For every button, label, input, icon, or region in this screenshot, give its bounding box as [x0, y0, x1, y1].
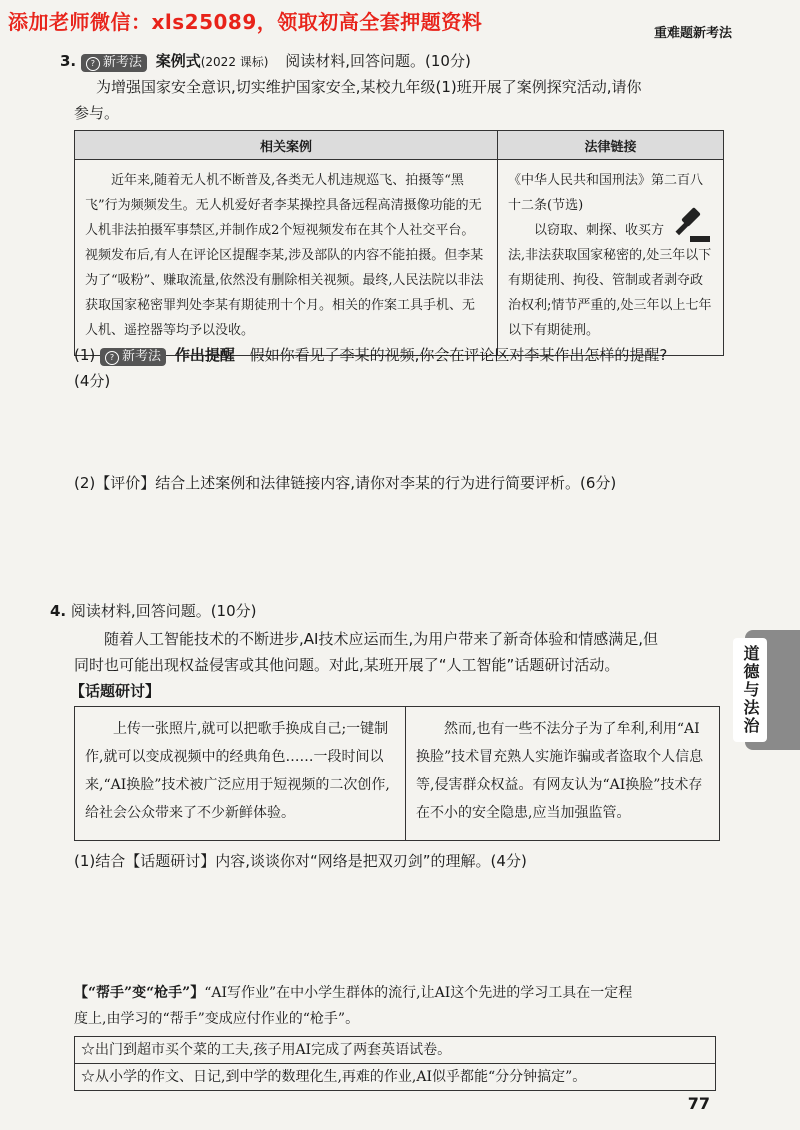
- q4-sub1-text: (1)结合【话题研讨】内容,谈谈你对“网络是把双刃剑”的理解。(4分): [74, 852, 527, 870]
- q3-instruction: 阅读材料,回答问题。(10分): [285, 52, 471, 70]
- table-header-law: 法律链接: [498, 131, 724, 160]
- q3-intro-2: 参与。: [74, 104, 120, 122]
- q4-helper-text-2: 度上,由学习的“帮手”变成应付作业的“枪手”。: [74, 1011, 360, 1027]
- q3-title-line: [60, 48, 471, 75]
- q4-topic-table: [74, 706, 720, 841]
- topic-right-text: 然而,也有一些不法分子为了牟利,利用“AI换脸”技术冒充熟人实施诈骗或者盗取个人信息等,侵害群众权益。有网友认为“AI换脸”技术存在不小的安全隐患,应当加强监管。: [406, 707, 720, 841]
- example-item-2: ☆从小学的作文、日记,到中学的数理化生,再难的作业,AI似乎都能“分分钟搞定”。: [74, 1064, 716, 1091]
- topic-left-text: 上传一张照片,就可以把歌手换成自己;一键制作,就可以变成视频中的经典角色……一段时间以来,“AI换脸”技术被广泛应用于短视频的二次创作,给社会公众带来了不少新鲜体验。: [75, 707, 406, 841]
- q3-sub1-text: 假如你看见了李某的视频,你会在评论区对李某作出怎样的提醒?: [249, 346, 668, 364]
- q3-sub1-score: (4分): [74, 372, 111, 390]
- q3-badge: ? 新考法: [81, 54, 147, 72]
- q4-helper-line-1: [74, 980, 724, 1006]
- page-number: 77: [687, 1094, 710, 1113]
- q3-title: 案例式: [155, 52, 201, 70]
- watermark-text: 添加老师微信：xls25089，领取初高全套押题资料: [8, 10, 483, 34]
- law-title: 《中华人民共和国刑法》第二百八十二条(节选): [508, 173, 704, 213]
- q4-intro-2: 同时也可能出现权益侵害或其他问题。对此,某班开展了“人工智能”话题研讨活动。: [74, 656, 620, 674]
- q3-source: (2022 课标): [200, 55, 269, 69]
- q4-instruction: 阅读材料,回答问题。(10分): [70, 602, 257, 620]
- lightbulb-icon: ?: [105, 351, 119, 365]
- case-text: 近年来,随着无人机不断普及,各类无人机违规巡飞、拍摄等“黑飞”行为频频发生。无人机爱好者李某操控具备远程高清摄像功能的无人机非法拍摄军事禁区,并制作成2个短视频发布在其个人社交平台。视频发布后,有人在评论区提醒李某,涉及部队的内容不能拍摄。但李某为了“吸粉”、赚取流量,依然没有删除相关视频。最终,人民法院以非法获取国家秘密罪判处李某有期徒刑十个月。相关的作案工具手机、无人机、遥控器等均予以没收。: [75, 160, 498, 356]
- q4-topic-label: 【话题研讨】: [70, 682, 161, 700]
- q3-case-table: [74, 130, 724, 356]
- page-header: 重难题新考法: [653, 26, 732, 41]
- gavel-icon: [672, 206, 712, 246]
- q3-sub1-line: [74, 342, 667, 368]
- lightbulb-icon: ?: [86, 57, 100, 71]
- q3-sub1-number: (1): [74, 346, 96, 364]
- law-cell: [498, 160, 724, 356]
- side-tab-label: 道德与法治: [733, 638, 767, 742]
- example-item-1: ☆出门到超市买个菜的工夫,孩子用AI完成了两套英语试卷。: [74, 1036, 716, 1064]
- q4-helper-label: 【“帮手”变“枪手”】: [74, 985, 205, 1001]
- q3-number: 3.: [60, 52, 77, 70]
- law-text-1: 以窃取、刺探、收买方: [534, 223, 665, 238]
- q3-sub2-text: (2)【评价】结合上述案例和法律链接内容,请你对李某的行为进行简要评析。(6分): [74, 474, 617, 492]
- q3-intro-1: 为增强国家安全意识,切实维护国家安全,某校九年级(1)班开展了案例探究活动,请你: [96, 78, 642, 96]
- law-text-2: 法,非法获取国家秘密的,处三年以下有期徒刑、拘役、管制或者剥夺政治权利;情节严重的,处三年以上七年以下有期徒刑。: [508, 248, 712, 338]
- q4-intro-1: 随着人工智能技术的不断进步,AI技术应运而生,为用户带来了新奇体验和情感满足,但: [104, 630, 658, 648]
- q3-sub1-badge: ? 新考法: [100, 348, 166, 366]
- q4-number: 4.: [50, 602, 67, 620]
- q3-sub1-title: 作出提醒: [174, 346, 235, 364]
- q4-example-box: [74, 1036, 716, 1091]
- table-header-cases: 相关案例: [75, 131, 498, 160]
- q4-helper-text-1: “AI写作业”在中小学生群体的流行,让AI这个先进的学习工具在一定程: [204, 985, 633, 1001]
- q4-title-line: [50, 598, 256, 624]
